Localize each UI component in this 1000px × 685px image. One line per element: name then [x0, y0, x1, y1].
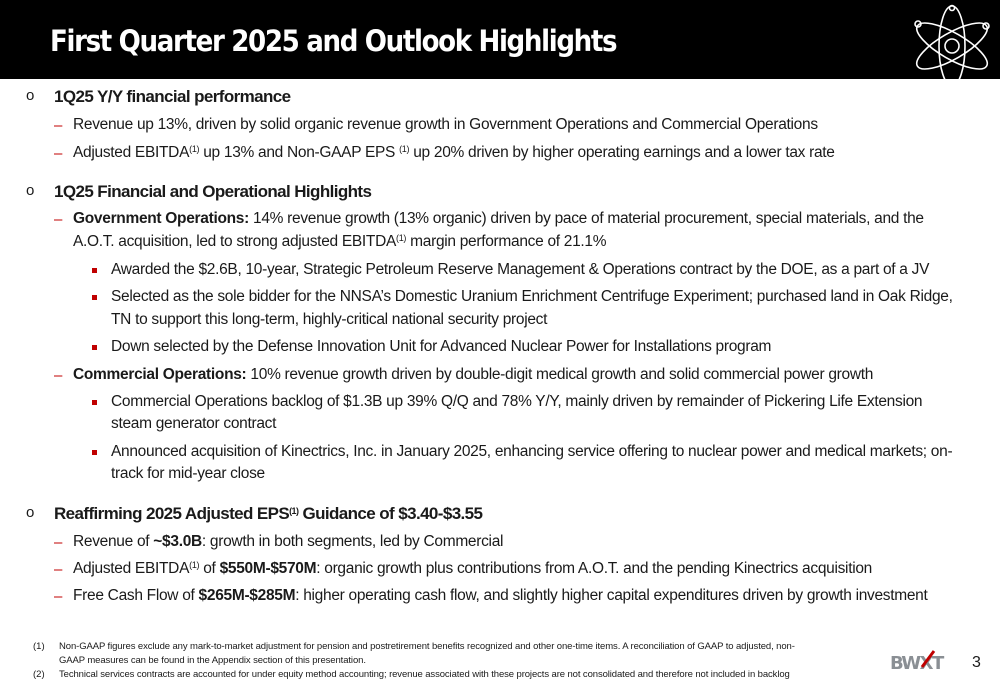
bullet-marker-l2: –	[54, 561, 63, 578]
footnote-1: Non-GAAP figures exclude any mark-to-market adjustment for pension and postretirement benefits recognized and other one-time items. A reconciliation of GAAP to adjusted, non-	[59, 641, 795, 652]
bullet-fcf-guidance: Free Cash Flow of $265M-$285M: higher operating cash flow, and slightly higher capital expenditures driven by growth investment	[73, 587, 928, 604]
bullet-marker-l3	[92, 345, 97, 350]
footnote-1-cont: GAAP measures can be found in the Appendix section of this presentation.	[59, 655, 366, 666]
bullet-nnsa-selection-cont: TN to support this long-term, highly-critical national security project	[111, 311, 548, 328]
footnote-number: (1)	[33, 641, 45, 652]
bullet-marker-l2: –	[54, 145, 63, 162]
atom-logo-icon	[898, 4, 996, 79]
bullet-kinectrics-acquisition-cont: track for mid-year close	[111, 465, 265, 482]
bullet-adjusted-ebitda: Adjusted EBITDA$^{(1)}$ up 13% and Non-GAAP EPS $^{(1)}$ up 20% driven by higher operating earnings and a lower tax rate	[73, 144, 835, 161]
section-heading-operational-highlights: 1Q25 Financial and Operational Highlights	[54, 182, 372, 201]
bullet-marker-l3	[92, 295, 97, 300]
bullet-government-operations: Government Operations: 14% revenue growth (13% organic) driven by pace of material procurement, special materials, and the	[73, 210, 924, 227]
bullet-marker-l2: –	[54, 211, 63, 228]
bullet-marker-l1: o	[26, 182, 35, 199]
bullet-marker-l2: –	[54, 117, 63, 134]
footnote-number: (2)	[33, 669, 45, 680]
bullet-marker-l2: –	[54, 534, 63, 551]
bullet-commercial-backlog: Commercial Operations backlog of $1.3B up 39% Q/Q and 78% Y/Y, mainly driven by remainder of Pickering Life Extension	[111, 393, 923, 410]
bullet-marker-l1: o	[26, 87, 35, 104]
bullet-ebitda-guidance: Adjusted EBITDA$^{(1)}$ of $550M-$570M: organic growth plus contributions from A.O.T. and the pending Kinectrics acquisition	[73, 560, 872, 577]
title-bar	[0, 0, 1000, 79]
bullet-revenue-up: Revenue up 13%, driven by solid organic revenue growth in Government Operations and Commercial Operations	[73, 116, 818, 133]
bullet-marker-l1: o	[26, 504, 35, 521]
bullet-revenue-guidance: Revenue of ~$3.0B: growth in both segments, led by Commercial	[73, 533, 504, 550]
section-heading-financial-performance: 1Q25 Y/Y financial performance	[54, 87, 291, 106]
page-title: First Quarter 2025 and Outlook Highlights	[50, 24, 617, 58]
svg-text:BWXT: BWXT	[890, 653, 943, 674]
section-heading-guidance: Reaffirming 2025 Adjusted EPS$^{(1)}$ Guidance of $3.40-$3.55	[54, 504, 483, 523]
bullet-commercial-backlog-cont: steam generator contract	[111, 415, 277, 432]
bullet-marker-l2: –	[54, 588, 63, 605]
bullet-kinectrics-acquisition: Announced acquisition of Kinectrics, Inc. in January 2025, enhancing service offering to nuclear power and medical markets; on-	[111, 443, 953, 460]
bullet-spr-contract: Awarded the $2.6B, 10-year, Strategic Petroleum Reserve Management & Operations contract by the DOE, as a part of a JV	[111, 261, 930, 278]
bullet-marker-l3	[92, 268, 97, 273]
bullet-marker-l2: –	[54, 367, 63, 384]
footnote-2: Technical services contracts are accounted for under equity method accounting; revenue associated with these projects are not consolidated and therefore not included in backlog	[59, 669, 790, 680]
bullet-marker-l3	[92, 450, 97, 455]
page-number: 3	[972, 654, 981, 671]
bullet-nnsa-selection: Selected as the sole bidder for the NNSA’s Domestic Uranium Enrichment Centrifuge Experiment; purchased land in Oak Ridge,	[111, 288, 953, 305]
bullet-government-operations-cont: A.O.T. acquisition, led to strong adjusted EBITDA$^{(1)}$ margin performance of 21.1%	[73, 233, 607, 250]
bullet-diu-selection: Down selected by the Defense Innovation Unit for Advanced Nuclear Power for Installations program	[111, 338, 772, 355]
bullet-marker-l3	[92, 400, 97, 405]
bullet-commercial-operations: Commercial Operations: 10% revenue growth driven by double-digit medical growth and solid commercial power growth	[73, 366, 874, 383]
bwxt-logo	[888, 645, 948, 677]
